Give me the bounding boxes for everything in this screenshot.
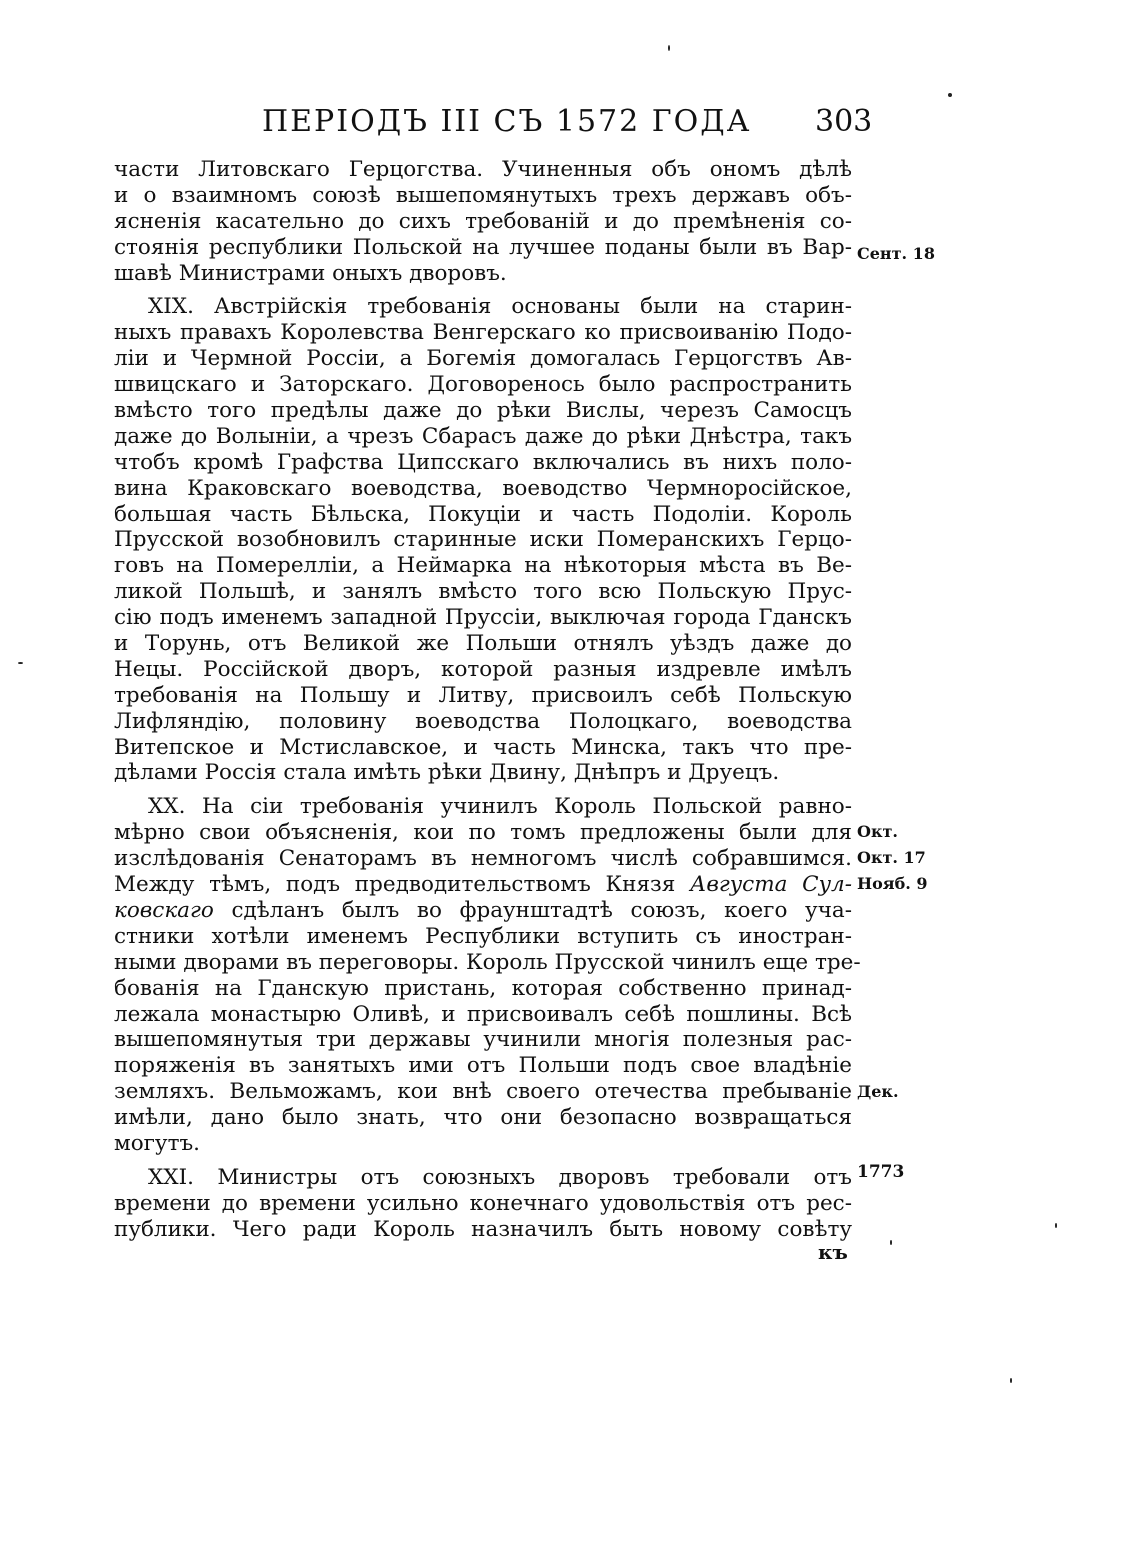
text-line: ликой Польшѣ, и занялъ вмѣсто того всю Польскую Прус- [114, 579, 852, 605]
text-line: дѣлами Россія стала имѣть рѣки Двину, Днѣпръ и Друецъ. [114, 760, 780, 786]
text-line: говъ на Померелліи, а Неймарка на нѣкоторыя мѣста въ Ве- [114, 553, 852, 579]
text-line: части Литовскаго Герцогства. Учиненныя объ ономъ дѣлѣ [114, 157, 852, 182]
text-line: чтобъ кромѣ Графства Ципсскаго включались въ нихъ поло- [114, 449, 852, 475]
catchword: къ [818, 1240, 848, 1264]
text-line: ными дворами въ переговоры. Король Прусской чинилъ еще тре- [114, 949, 861, 975]
text-line: ясненія касательно до сихъ требованій и до премѣненія со- [114, 208, 852, 234]
text-line: ковскаго сдѣланъ былъ во фраунштадтѣ союзъ, коего уча- [114, 897, 852, 923]
print-speck [948, 93, 952, 97]
print-speck [668, 45, 670, 51]
text-line: лежала монастырю Оливѣ, и присвоивалъ себѣ пошлины. Всѣ [114, 1001, 852, 1027]
text-line: мѣрно свои объясненія, кои по томъ предложены были для [114, 820, 852, 846]
text-line: времени до времени усильно конечнаго удовольствія отъ рес- [114, 1190, 852, 1216]
text-line: вина Краковскаго воеводства, воеводство Чермноросійское, [114, 475, 852, 501]
text-line: изслѣдованія Сенаторамъ въ немногомъ числѣ собравшимся. [114, 846, 852, 872]
print-speck [890, 1240, 892, 1245]
text-line: швицскаго и Заторскаго. Договоренось было распространить [114, 372, 852, 398]
text-line: XXI. Министры отъ союзныхъ дворовъ требовали отъ [148, 1164, 852, 1190]
text-line: Прусской возобновилъ старинные иски Померанскихъ Герцо- [114, 527, 852, 553]
italic-name: ковскаго [114, 897, 214, 923]
paragraph-gap [114, 1157, 852, 1165]
text-line: земляхъ. Вельможамъ, кои внѣ своего отечества пребываніе [114, 1079, 852, 1105]
text-line: большая часть Бѣльска, Покуціи и часть Подоліи. Король [114, 501, 852, 527]
text-line: стники хотѣли именемъ Республики вступить съ иностран- [114, 923, 852, 949]
text-line: поряженія въ занятыхъ ими отъ Польши подъ свое владѣніе [114, 1053, 852, 1079]
text-line: стоянія республики Польской на лучшее поданы были въ Вар- [114, 234, 852, 260]
text-line: сію подъ именемъ западной Пруссіи, выключая города Гданскъ [114, 605, 852, 631]
italic-name: Августа Сул- [690, 872, 852, 898]
margin-note-date: Нояб. 9 [857, 874, 928, 893]
text-line: Между тѣмъ, подъ предводительствомъ Князя Августа Сул- [114, 872, 852, 898]
paragraph-gap [114, 786, 852, 794]
print-speck [18, 662, 23, 664]
margin-note-date: Дек. [857, 1082, 899, 1101]
print-speck [1055, 1223, 1057, 1228]
text-line: имѣли, дано было знать, что они безопасно возвращаться [114, 1105, 852, 1131]
text-line: ліи и Чермной Россіи, а Богемія домогалась Герцогствъ Ав- [114, 346, 852, 372]
page-number: 303 [815, 104, 873, 139]
text-line: вмѣсто того предѣлы даже до рѣки Вислы, черезъ Самосцъ [114, 398, 852, 424]
text-line: XX. На сіи требованія учинилъ Король Польской равно- [148, 794, 852, 820]
text-line: и Торунь, отъ Великой же Польши отнялъ уѣздъ даже до [114, 631, 852, 657]
text-line: вышепомянутыя три державы учинили многія полезныя рас- [114, 1027, 852, 1053]
margin-note-date: Окт. 17 [857, 848, 926, 867]
text-line: шавѣ Министрами оныхъ дворовъ. [114, 260, 507, 286]
text-line: XIX. Австрійскія требованія основаны были на старин- [148, 294, 852, 320]
text-line: могутъ. [114, 1130, 200, 1156]
text-line: публики. Чего ради Король назначилъ быть новому совѣту [114, 1216, 852, 1242]
page-header [250, 100, 873, 146]
text-line: Витепское и Мстиславское, и часть Минска, такъ что пре- [114, 734, 852, 760]
text-line: даже до Волыніи, а чрезъ Сбарасъ даже до рѣки Днѣстра, такъ [114, 423, 852, 449]
running-title: ПЕРІОДЪ III СЪ 1572 ГОДА [262, 104, 752, 139]
text-line: ныхъ правахъ Королевства Венгерскаго ко присвоиванію Подо- [114, 320, 852, 346]
text-line: бованія на Гданскую пристань, которая собственно принад- [114, 975, 852, 1001]
margin-note-date: Окт. [857, 822, 898, 841]
text-line: Лифляндію, половину воеводства Полоцкаго, воеводства [114, 708, 852, 734]
margin-note-date: Сент. 18 [857, 244, 935, 263]
text-line: и о взаимномъ союзѣ вышепомянутыхъ трехъ державъ объ- [114, 182, 852, 208]
main-text [114, 157, 861, 1243]
text-line: требованія на Польшу и Литву, присвоилъ себѣ Польскую [114, 682, 852, 708]
text-line: Нецы. Россійской дворъ, которой разныя издревле имѣлъ [114, 656, 852, 682]
paragraph-gap [114, 286, 852, 294]
print-speck [1010, 1378, 1012, 1383]
margin-note-year: 1773 [857, 1162, 905, 1182]
